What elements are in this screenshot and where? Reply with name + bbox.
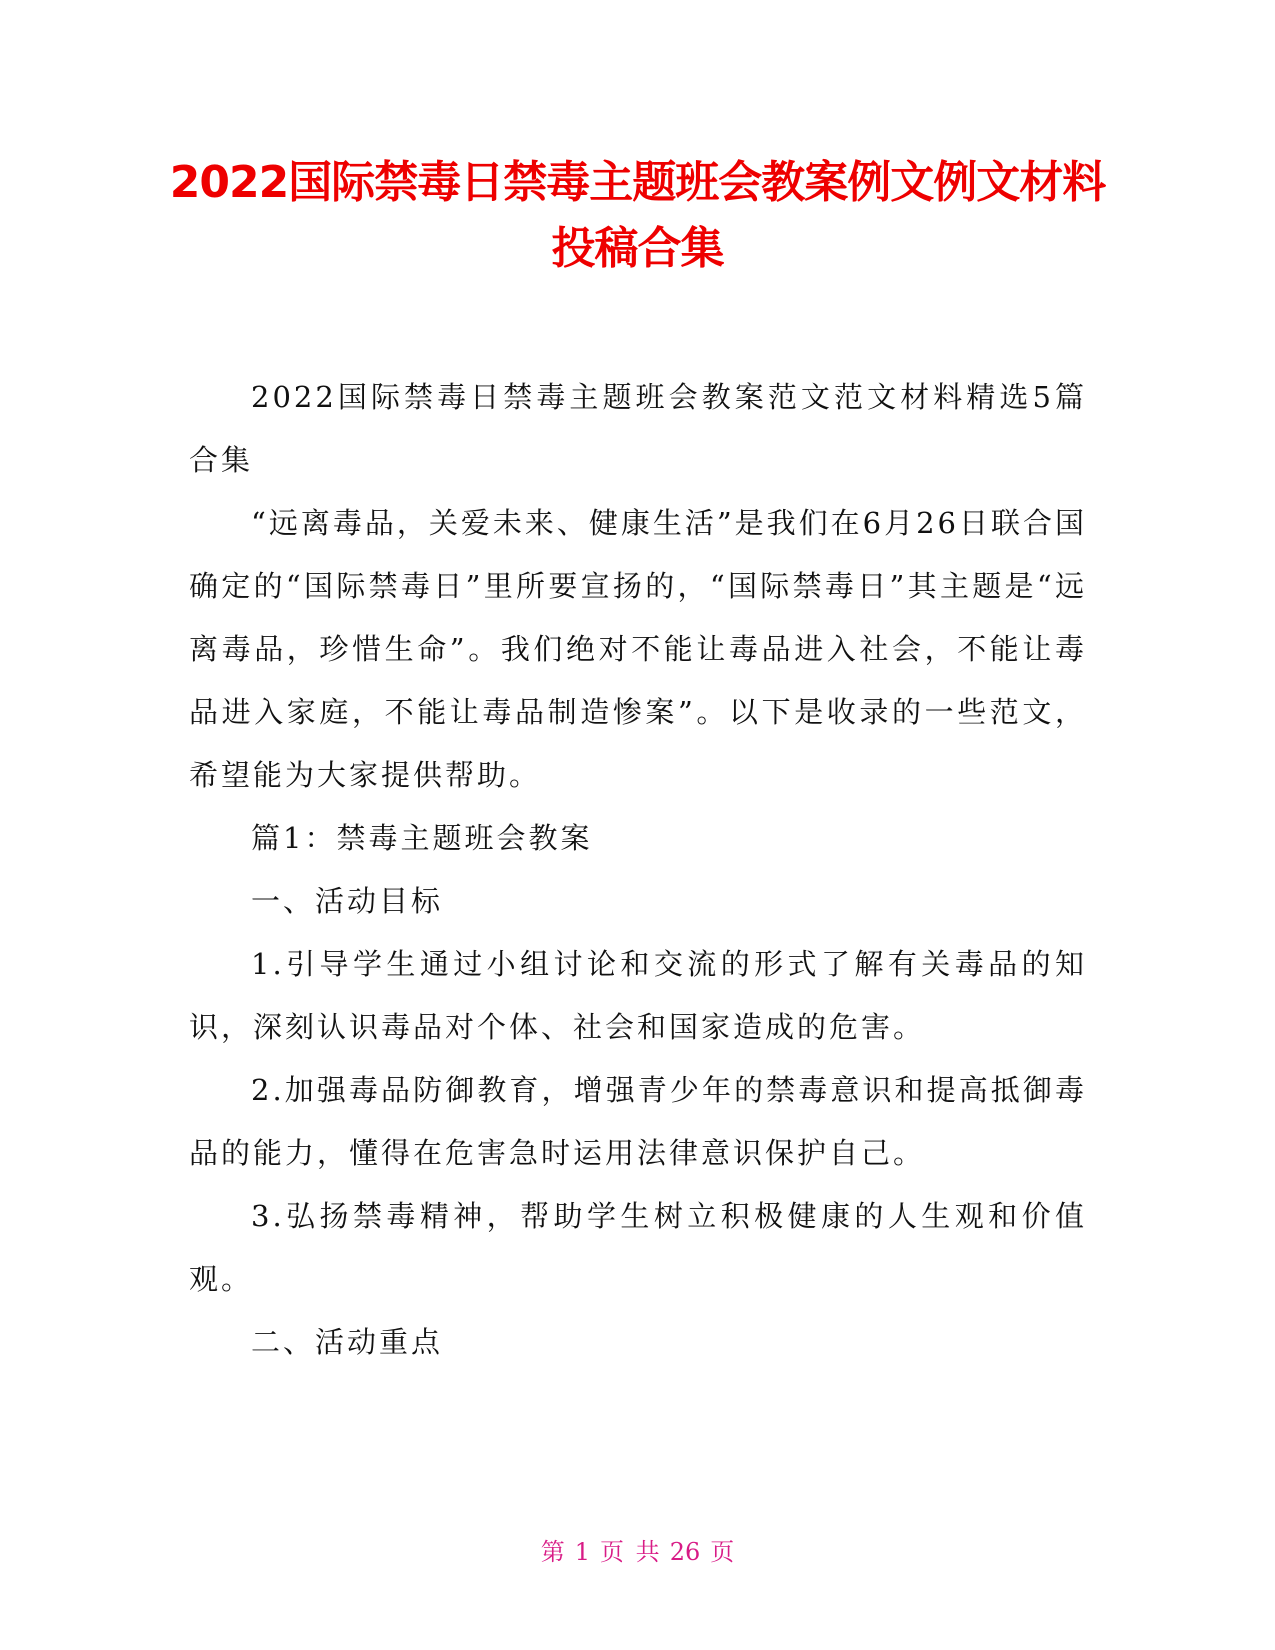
intro-paragraph: 2022国际禁毒日禁毒主题班会教案范文范文材料精选5篇合集 bbox=[189, 380, 1087, 477]
document-title: 2022国际禁毒日禁毒主题班会教案例文例文材料投稿合集 bbox=[169, 157, 1106, 274]
section-heading: 一、活动目标 bbox=[251, 884, 444, 918]
list-item: 2.加强毒品防御教育，增强青少年的禁毒意识和提高抵御毒品的能力，懂得在危害急时运用法律意识保护自己。 bbox=[189, 1073, 1087, 1170]
footer-total-pages: 26 bbox=[669, 1538, 701, 1566]
footer-current-page: 1 bbox=[574, 1538, 591, 1566]
footer-suffix: 页 bbox=[710, 1538, 735, 1566]
section-heading: 二、活动重点 bbox=[251, 1325, 444, 1359]
body-paragraph: “远离毒品，关爱未来、健康生活”是我们在6月26日联合国确定的“国际禁毒日”里所要宣扬的，“国际禁毒日”其主题是“远离毒品，珍惜生命”。我们绝对不能让毒品进入社会，不能让毒品进入家庭，不能让毒品制造惨案”。以下是收录的一些范文，希望能为大家提供帮助。 bbox=[189, 506, 1088, 792]
list-item: 3.弘扬禁毒精神，帮助学生树立积极健康的人生观和价值观。 bbox=[189, 1199, 1087, 1296]
footer-prefix: 第 bbox=[540, 1538, 565, 1566]
list-item: 1.引导学生通过小组讨论和交流的形式了解有关毒品的知识，深刻认识毒品对个体、社会和国家造成的危害。 bbox=[189, 947, 1087, 1044]
document-body bbox=[189, 366, 1087, 1374]
footer-middle: 页 共 bbox=[600, 1538, 660, 1566]
page-footer bbox=[0, 1532, 1275, 1567]
section-heading: 篇1：禁毒主题班会教案 bbox=[251, 821, 593, 855]
